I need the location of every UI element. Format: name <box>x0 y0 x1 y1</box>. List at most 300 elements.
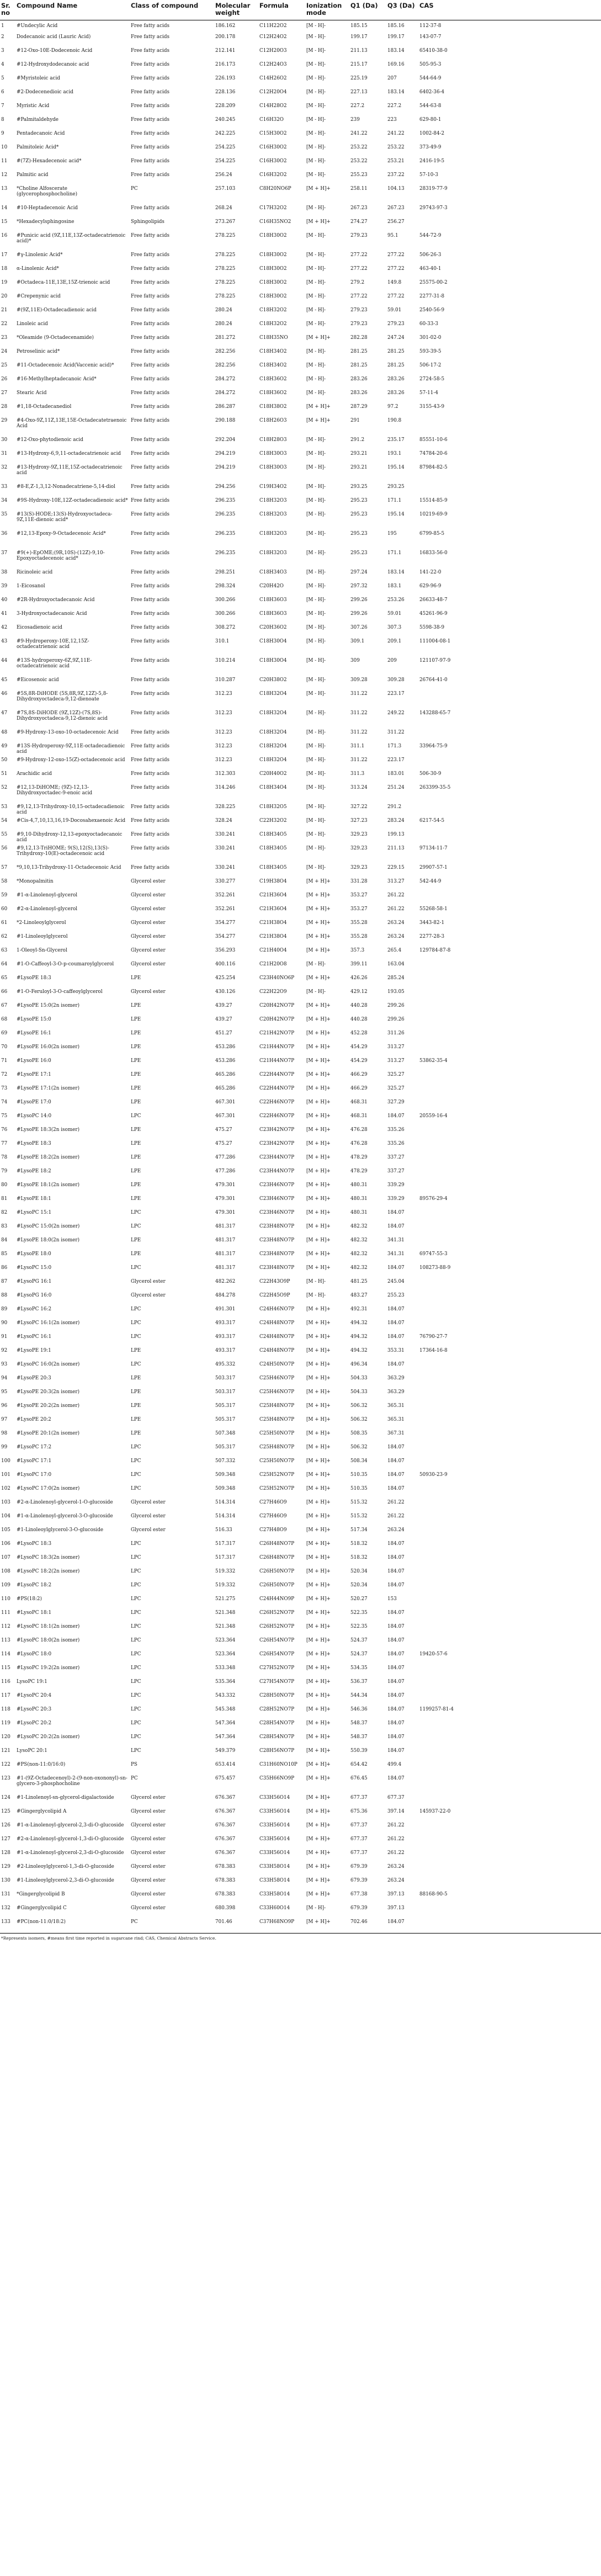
cell-q1: 679.39 <box>350 1878 368 1883</box>
cell-ionization-mode: [M + H]+ <box>306 1679 331 1685</box>
table-row <box>0 550 601 570</box>
cell-compound-name: Stearic Acid <box>17 390 47 396</box>
table-row <box>0 205 601 219</box>
cell-compound-name: #9S-Hydroxy-10E,12Z-octadecadienoic acid* <box>17 498 128 503</box>
cell-sr-no: 79 <box>1 1169 8 1174</box>
cell-class: LPE <box>131 1017 141 1022</box>
cell-ionization-mode: [M + H]+ <box>306 1017 331 1022</box>
cell-q1: 506.32 <box>350 1417 368 1422</box>
cell-molecular-weight: 517.317 <box>215 1541 236 1547</box>
cell-compound-name: #Gingerglycolipid A <box>17 1809 67 1814</box>
cell-sr-no: 116 <box>1 1679 10 1685</box>
table-row <box>0 294 601 307</box>
cell-sr-no: 127 <box>1 1836 10 1842</box>
cell-cas <box>418 1486 601 1500</box>
cell-sr-no: 126 <box>1 1823 10 1828</box>
cell-formula: C16H30O2 <box>259 158 287 164</box>
cell-molecular-weight: 519.332 <box>215 1569 236 1574</box>
cell-molecular-weight: 521.275 <box>215 1596 236 1602</box>
cell-cas: 129784-87-8 <box>419 948 451 953</box>
cell-cas <box>418 1569 601 1582</box>
cell-q1: 329.23 <box>350 846 368 851</box>
cell-formula: C23H48NO7P <box>259 1265 295 1271</box>
cell-cas: 263399-35-5 <box>419 785 451 790</box>
cell-ionization-mode: [M - H]- <box>306 390 326 396</box>
cell-q3: 261.22 <box>387 1823 405 1828</box>
cell-compound-name: #LysoPE 20:1(2n isomer) <box>17 1431 80 1436</box>
cell-cas <box>418 1776 601 1795</box>
cell-q1: 311.3 <box>350 771 365 777</box>
cell-sr-no: 119 <box>1 1720 10 1726</box>
cell-class: Free fatty acids <box>131 583 169 589</box>
table-row <box>0 1210 601 1224</box>
cell-molecular-weight: 328.24 <box>215 818 232 824</box>
cell-q1: 522.35 <box>350 1624 368 1629</box>
cell-formula: C23H48NO7P <box>259 1251 295 1257</box>
cell-q1: 506.32 <box>350 1444 368 1450</box>
cell-q3: 337.27 <box>387 1169 405 1174</box>
cell-cas <box>418 219 601 233</box>
cell-cas <box>418 1237 601 1251</box>
cell-sr-no: 73 <box>1 1086 8 1091</box>
cell-sr-no: 28 <box>1 404 8 410</box>
cell-class: Glycerol ester <box>131 1905 166 1911</box>
cell-sr-no: 51 <box>1 771 8 777</box>
cell-compound-name: #Punicic acid (9Z,11E,13Z-octadecatrienoic acid)* <box>17 233 126 245</box>
cell-q3: 209 <box>387 658 397 663</box>
table-row <box>0 1693 601 1707</box>
cell-ionization-mode: [M + H]+ <box>306 404 331 410</box>
cell-compound-name: 1-Eicosanol <box>17 583 45 589</box>
cell-ionization-mode: [M + H]+ <box>306 1795 331 1800</box>
cell-q1: 536.37 <box>350 1679 368 1685</box>
cell-formula: C18H30O2 <box>259 252 287 258</box>
cell-q3: 251.24 <box>387 785 405 790</box>
cell-ionization-mode: [M - H]- <box>306 1293 326 1298</box>
cell-ionization-mode: [M + H]+ <box>306 1265 331 1271</box>
cell-sr-no: 69 <box>1 1031 8 1036</box>
cell-q1: 307.26 <box>350 625 368 630</box>
table-row <box>0 1058 601 1072</box>
cell-sr-no: 85 <box>1 1251 8 1257</box>
cell-compound-name: #LysoPE 19:1 <box>17 1348 51 1353</box>
cell-molecular-weight: 533.348 <box>215 1665 236 1671</box>
cell-q1: 353.27 <box>350 893 368 898</box>
cell-compound-name: #LysoPC 17:2 <box>17 1444 52 1450</box>
cell-q3: 184.07 <box>387 1224 405 1229</box>
cell-q3: 184.07 <box>387 1720 405 1726</box>
cell-class: PS <box>131 1762 137 1767</box>
cell-compound-name: 3-Hydroxyoctadecanoic Acid <box>17 611 87 617</box>
cell-ionization-mode: [M + H]+ <box>306 1334 331 1340</box>
cell-formula: C33H58O14 <box>259 1892 290 1897</box>
cell-cas <box>418 1734 601 1748</box>
cell-ionization-mode: [M - H]- <box>306 437 326 443</box>
cell-compound-name: #LysoPC 20:2 <box>17 1720 52 1726</box>
cell-q3: 211.13 <box>387 846 405 851</box>
cell-ionization-mode: [M - H]- <box>306 677 326 683</box>
cell-ionization-mode: [M + H]+ <box>306 1500 331 1505</box>
table-row <box>0 252 601 266</box>
cell-molecular-weight: 491.301 <box>215 1306 236 1312</box>
cell-cas: 506-17-2 <box>419 363 442 368</box>
cell-molecular-weight: 507.348 <box>215 1431 236 1436</box>
cell-molecular-weight: 294.256 <box>215 484 236 490</box>
table-row <box>0 771 601 785</box>
cell-q1: 480.31 <box>350 1210 368 1215</box>
cell-class: Free fatty acids <box>131 451 169 456</box>
cell-sr-no: 10 <box>1 145 8 150</box>
cell-ionization-mode: [M + H]+ <box>306 1720 331 1726</box>
cell-q3: 183.1 <box>387 583 402 589</box>
cell-q1: 253.22 <box>350 158 368 164</box>
cell-molecular-weight: 467.301 <box>215 1113 236 1119</box>
cell-class: Free fatty acids <box>131 611 169 617</box>
cell-compound-name: #1-O-Caffeoyl-3-O-p-coumaroylglycerol <box>17 962 114 967</box>
cell-sr-no: 14 <box>1 205 8 211</box>
cell-class: Glycerol ester <box>131 1850 166 1856</box>
cell-formula: C25H52NO7P <box>259 1472 295 1478</box>
cell-q3: 227.2 <box>387 103 402 109</box>
cell-molecular-weight: 282.256 <box>215 349 236 354</box>
cell-cas: 108273-88-9 <box>419 1265 451 1271</box>
cell-sr-no: 98 <box>1 1431 8 1436</box>
cell-molecular-weight: 475.27 <box>215 1141 232 1146</box>
cell-class: LPC <box>131 1596 141 1602</box>
cell-cas <box>418 1823 601 1836</box>
cell-formula: C18H34O2 <box>259 363 287 368</box>
cell-molecular-weight: 439.27 <box>215 1003 232 1008</box>
table-row <box>0 1334 601 1348</box>
cell-compound-name: #1,18-Octadecanediol <box>17 404 72 410</box>
cell-molecular-weight: 400.116 <box>215 962 236 967</box>
header-sr-no: Sr. no <box>0 2 15 20</box>
cell-ionization-mode: [M + H]+ <box>306 1306 331 1312</box>
cell-formula: C16H30O2 <box>259 145 287 150</box>
cell-q3: 184.07 <box>387 1748 405 1754</box>
cell-formula: C18H34O5 <box>259 832 287 837</box>
cell-sr-no: 121 <box>1 1748 10 1754</box>
cell-molecular-weight: 278.225 <box>215 266 236 272</box>
cell-cas: 74784-20-6 <box>419 451 448 456</box>
cell-q1: 468.31 <box>350 1113 368 1119</box>
cell-ionization-mode: [M - H]- <box>306 498 326 503</box>
cell-sr-no: 88 <box>1 1293 8 1298</box>
cell-ionization-mode: [M + H]+ <box>306 1003 331 1008</box>
cell-class: LPE <box>131 1155 141 1160</box>
cell-q1: 494.32 <box>350 1320 368 1326</box>
cell-sr-no: 129 <box>1 1864 10 1869</box>
cell-q3: 184.07 <box>387 1306 405 1312</box>
table-row <box>0 335 601 349</box>
cell-compound-name: #LysoPE 16:0 <box>17 1058 51 1064</box>
cell-cas: 3443-82-1 <box>419 920 445 926</box>
table-row <box>0 785 601 804</box>
cell-formula: C26H54NO7P <box>259 1638 295 1643</box>
cell-formula: C24H44NO9P <box>259 1596 295 1602</box>
cell-ionization-mode: [M - H]- <box>306 550 326 556</box>
cell-ionization-mode: [M - H]- <box>306 294 326 299</box>
cell-cas <box>418 893 601 906</box>
cell-sr-no: 125 <box>1 1809 10 1814</box>
cell-sr-no: 20 <box>1 294 8 299</box>
cell-class: Free fatty acids <box>131 498 169 503</box>
cell-molecular-weight: 240.245 <box>215 117 236 123</box>
table-row <box>0 804 601 818</box>
table-row <box>0 1864 601 1878</box>
cell-class: LPC <box>131 1569 141 1574</box>
cell-ionization-mode: [M + H]+ <box>306 1251 331 1257</box>
cell-sr-no: 3 <box>1 48 4 54</box>
cell-compound-name: #LysoPC 15:0(2n isomer) <box>17 1224 80 1229</box>
cell-q1: 481.25 <box>350 1279 368 1284</box>
cell-q1: 281.25 <box>350 363 368 368</box>
table-row <box>0 730 601 743</box>
cell-compound-name: #12,13-Epoxy-9-Octadecenoic Acid* <box>17 531 106 537</box>
cell-molecular-weight: 493.317 <box>215 1320 236 1326</box>
cell-class: Free fatty acids <box>131 757 169 763</box>
cell-q3: 184.07 <box>387 1113 405 1119</box>
cell-class: Free fatty acids <box>131 418 169 423</box>
cell-sr-no: 39 <box>1 583 8 589</box>
cell-molecular-weight: 479.301 <box>215 1182 236 1188</box>
cell-q3: 261.22 <box>387 1500 405 1505</box>
cell-compound-name: #13S-Hydroperoxy-9Z,11E-octadecadienoic acid <box>17 743 125 755</box>
cell-compound-name: Arachidic acid <box>17 771 52 777</box>
cell-compound-name: #LysoPE 15:0 <box>17 1017 51 1022</box>
table-row <box>0 1665 601 1679</box>
cell-ionization-mode: [M - H]- <box>306 757 326 763</box>
table-row <box>0 89 601 103</box>
cell-molecular-weight: 547.364 <box>215 1720 236 1726</box>
cell-q3: 184.07 <box>387 1444 405 1450</box>
cell-sr-no: 91 <box>1 1334 8 1340</box>
cell-ionization-mode: [M + H]+ <box>306 1182 331 1188</box>
cell-compound-name: *Gingerglycolipid B <box>17 1892 65 1897</box>
cell-ionization-mode: [M - H]- <box>306 117 326 123</box>
cell-compound-name: #12-Oxo-phytodienoic acid <box>17 437 83 443</box>
table-row <box>0 611 601 625</box>
cell-class: Free fatty acids <box>131 48 169 54</box>
table-row <box>0 1417 601 1431</box>
cell-molecular-weight: 477.286 <box>215 1155 236 1160</box>
cell-ionization-mode: [M + H]+ <box>306 1127 331 1133</box>
cell-cas <box>418 1417 601 1431</box>
cell-cas: 629-80-1 <box>419 117 442 123</box>
cell-q3: 184.07 <box>387 1541 405 1547</box>
cell-class: Free fatty acids <box>131 376 169 382</box>
cell-q3: 153 <box>387 1596 397 1602</box>
cell-q1: 185.15 <box>350 23 368 29</box>
cell-q3: 184.07 <box>387 1334 405 1340</box>
cell-compound-name: #LysoPC 16:2 <box>17 1306 52 1312</box>
table-row <box>0 832 601 846</box>
cell-molecular-weight: 330.277 <box>215 879 236 884</box>
cell-ionization-mode: [M + H]+ <box>306 1776 331 1781</box>
cell-compound-name: #LysoPE 16:0(2n isomer) <box>17 1044 80 1050</box>
cell-molecular-weight: 481.317 <box>215 1237 236 1243</box>
cell-molecular-weight: 676.367 <box>215 1836 236 1842</box>
cell-sr-no: 122 <box>1 1762 10 1767</box>
cell-class: LPE <box>131 1031 141 1036</box>
cell-class: LPE <box>131 1196 141 1202</box>
cell-ionization-mode: [M + H]+ <box>306 1541 331 1547</box>
cell-class: Free fatty acids <box>131 131 169 136</box>
table-row <box>0 1823 601 1836</box>
cell-sr-no: 80 <box>1 1182 8 1188</box>
cell-ionization-mode: [M + H]+ <box>306 1403 331 1409</box>
cell-ionization-mode: [M + H]+ <box>306 1224 331 1229</box>
cell-q1: 548.37 <box>350 1720 368 1726</box>
cell-sr-no: 74 <box>1 1100 8 1105</box>
cell-compound-name: #LysoPE 20:2 <box>17 1417 51 1422</box>
table-row <box>0 757 601 771</box>
cell-ionization-mode: [M + H]+ <box>306 1389 331 1395</box>
cell-class: Glycerol ester <box>131 948 166 953</box>
cell-class: Free fatty acids <box>131 531 169 537</box>
cell-compound-name: #LysoPE 18:2 <box>17 1169 51 1174</box>
cell-compound-name: #LysoPC 18:1(2n isomer) <box>17 1624 80 1629</box>
header-molecular-weight: Molecular weight <box>214 2 258 20</box>
cell-molecular-weight: 310.214 <box>215 658 236 663</box>
cell-sr-no: 48 <box>1 730 8 735</box>
cell-sr-no: 46 <box>1 691 8 697</box>
cell-molecular-weight: 310.1 <box>215 639 230 644</box>
cell-q1: 211.13 <box>350 48 368 54</box>
cell-cas <box>418 1513 601 1527</box>
cell-class: Free fatty acids <box>131 62 169 67</box>
table-row <box>0 818 601 832</box>
cell-q3: 335.26 <box>387 1127 405 1133</box>
header-q3: Q3 (Da) <box>386 2 418 20</box>
cell-formula: C18H36O2 <box>259 376 287 382</box>
cell-cas <box>418 1527 601 1541</box>
cell-q3: 365.31 <box>387 1417 405 1422</box>
table-row <box>0 498 601 512</box>
cell-q1: 311.22 <box>350 710 368 716</box>
cell-q3: 267.23 <box>387 205 405 211</box>
cell-compound-name: #10-Heptadecenoic Acid <box>17 205 78 211</box>
cell-q1: 504.33 <box>350 1389 368 1395</box>
cell-q3: 311.26 <box>387 1031 405 1036</box>
cell-q1: 299.26 <box>350 611 368 617</box>
cell-compound-name: #LysoPC 16:1(2n isomer) <box>17 1320 80 1326</box>
table-row <box>0 691 601 710</box>
cell-compound-name: #LysoPC 20:4 <box>17 1693 52 1698</box>
cell-ionization-mode: [M - H]- <box>306 131 326 136</box>
cell-q1: 679.39 <box>350 1905 368 1911</box>
cell-cas <box>418 1638 601 1651</box>
cell-compound-name: #1-Linoleoylglycerol <box>17 934 68 939</box>
cell-ionization-mode: [M - H]- <box>306 205 326 211</box>
cell-formula: C18H32O3 <box>259 531 287 537</box>
cell-compound-name: #LysoPE 20:3(2n isomer) <box>17 1389 80 1395</box>
cell-sr-no: 93 <box>1 1362 8 1367</box>
cell-ionization-mode: [M + H]+ <box>306 1417 331 1422</box>
cell-q3: 235.17 <box>387 437 405 443</box>
cell-sr-no: 83 <box>1 1224 8 1229</box>
cell-formula: C25H48NO7P <box>259 1403 295 1409</box>
cell-q3: 299.26 <box>387 1003 405 1008</box>
cell-class: Glycerol ester <box>131 893 166 898</box>
cell-sr-no: 106 <box>1 1541 10 1547</box>
cell-q1: 357.3 <box>350 948 365 953</box>
cell-class: Free fatty acids <box>131 570 169 575</box>
cell-compound-name: #1-α-Linolenoyl-glycerol-2,3-di-O-glucoside <box>17 1823 124 1828</box>
table-row <box>0 583 601 597</box>
cell-molecular-weight: 294.219 <box>215 465 236 470</box>
cell-q1: 440.28 <box>350 1003 368 1008</box>
cell-compound-name: #12-Hydroxydodecanoic acid <box>17 62 89 67</box>
cell-molecular-weight: 439.27 <box>215 1017 232 1022</box>
cell-q1: 277.22 <box>350 266 368 272</box>
cell-q1: 295.23 <box>350 531 368 537</box>
cell-q1: 677.37 <box>350 1850 368 1856</box>
cell-sr-no: 7 <box>1 103 4 109</box>
cell-class: Free fatty acids <box>131 743 169 749</box>
cell-cas <box>418 1403 601 1417</box>
cell-q3: 281.25 <box>387 363 405 368</box>
cell-formula: C12H20O4 <box>259 89 287 95</box>
cell-formula: C33H60O14 <box>259 1905 290 1911</box>
cell-q3: 183.14 <box>387 570 405 575</box>
cell-molecular-weight: 308.272 <box>215 625 236 630</box>
cell-q3: 195.14 <box>387 465 405 470</box>
cell-class: LPE <box>131 1003 141 1008</box>
cell-q1: 274.27 <box>350 219 368 225</box>
cell-q1: 309 <box>350 658 360 663</box>
table-row <box>0 484 601 498</box>
cell-ionization-mode: [M - H]- <box>306 48 326 54</box>
cell-molecular-weight: 430.126 <box>215 989 236 995</box>
cell-ionization-mode: [M - H]- <box>306 962 326 967</box>
table-row <box>0 639 601 658</box>
cell-sr-no: 21 <box>1 307 8 313</box>
cell-sr-no: 101 <box>1 1472 10 1478</box>
table-row <box>0 117 601 131</box>
cell-q3: 337.27 <box>387 1155 405 1160</box>
cell-class: LPE <box>131 1086 141 1091</box>
cell-cas <box>418 1169 601 1182</box>
table-row <box>0 1279 601 1293</box>
cell-compound-name: *2-Linoleoylglycerol <box>17 920 66 926</box>
cell-cas <box>418 1762 601 1776</box>
cell-sr-no: 75 <box>1 1113 8 1119</box>
cell-molecular-weight: 481.317 <box>215 1251 236 1257</box>
cell-ionization-mode: [M + H]+ <box>306 1044 331 1050</box>
cell-ionization-mode: [M + H]+ <box>306 1610 331 1616</box>
cell-formula: C18H32O4 <box>259 743 287 749</box>
cell-class: Free fatty acids <box>131 597 169 603</box>
cell-q1: 311.22 <box>350 691 368 697</box>
cell-q3: 184.07 <box>387 1582 405 1588</box>
cell-compound-name: #9(+)-EpOME;(9R,10S)-(12Z)-9,10-Epoxyoctadecenoic acid* <box>17 550 105 562</box>
cell-cas <box>418 1582 601 1596</box>
cell-cas <box>418 1665 601 1679</box>
table-row <box>0 1582 601 1596</box>
cell-ionization-mode: [M - H]- <box>306 172 326 178</box>
cell-ionization-mode: [M + H]+ <box>306 1486 331 1491</box>
cell-q1: 331.28 <box>350 879 368 884</box>
cell-formula: C20H40O2 <box>259 771 287 777</box>
table-row <box>0 710 601 730</box>
cell-ionization-mode: [M + H]+ <box>306 975 331 981</box>
cell-class: Free fatty acids <box>131 158 169 164</box>
cell-q1: 227.2 <box>350 103 365 109</box>
cell-sr-no: 82 <box>1 1210 8 1215</box>
cell-compound-name: Dodecanoic acid (Lauric Acid) <box>17 34 91 40</box>
cell-molecular-weight: 514.314 <box>215 1513 236 1519</box>
